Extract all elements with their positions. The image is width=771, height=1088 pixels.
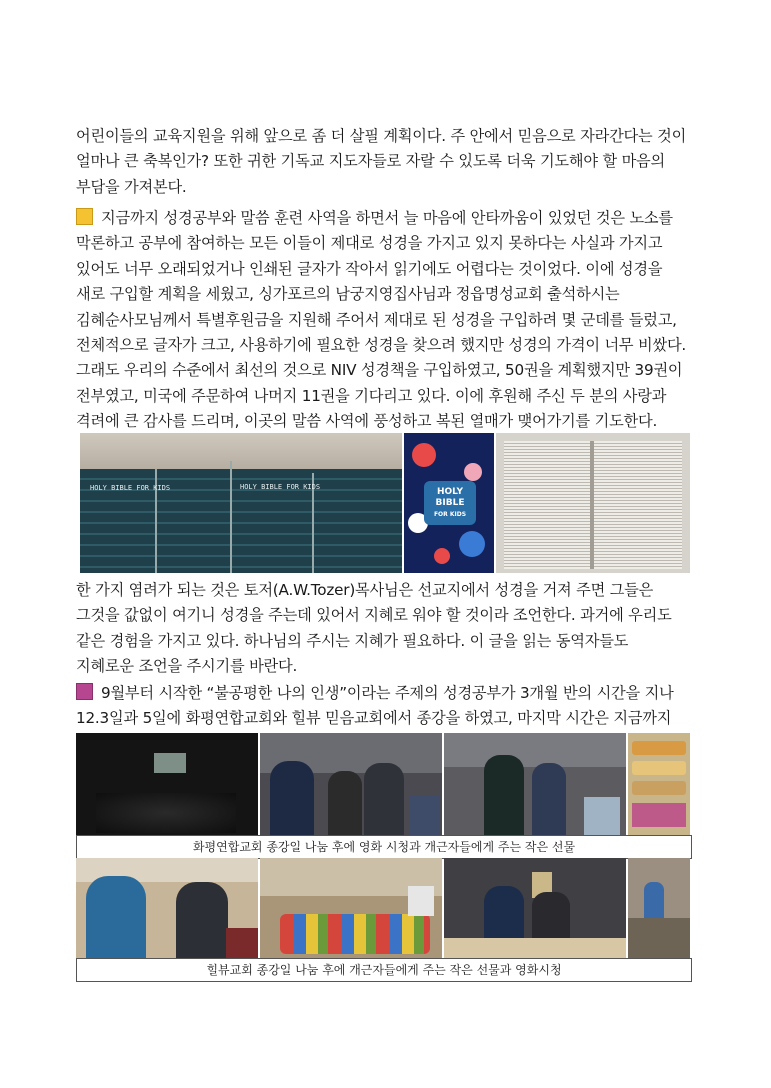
text-line: 전체적으로 글자가 크고, 사용하기에 필요한 성경을 찾으려 했지만 성경의 가격이 너무 비쌌다.: [76, 336, 687, 355]
cover-subtitle: FOR KIDS: [433, 511, 467, 518]
text-line: 전부였고, 미국에 주문하여 나머지 11권을 기다리고 있다. 이에 후원해 주신 두 분의 사랑과: [76, 386, 667, 405]
text-line: 어린이들의 교육지원을 위해 앞으로 좀 더 살필 계획이다. 주 안에서 믿음으로 자라간다는 것이: [76, 127, 687, 145]
photo-caption-row1: 화평연합교회 종강일 나눔 후에 영화 시청과 개근자들에게 주는 작은 선물: [76, 835, 692, 859]
photo-bible-open-page: [496, 433, 690, 573]
text-line: 막론하고 공부에 참여하는 모든 이들이 제대로 성경을 가지고 있지 못하다는 사실과 가지고: [76, 234, 663, 253]
photo-bible-cover: [404, 433, 494, 573]
text-line: 9월부터 시작한 “불공평한 나의 인생”이라는 주제의 성경공부가 3개월 반의 시간을 지나: [101, 684, 674, 702]
spine-label: HOLY BIBLE FOR KIDS: [240, 483, 321, 491]
paragraph-bible-purchase: [76, 206, 698, 435]
text-line: 김혜순사모님께서 특별후원금을 지원해 주어서 제대로 된 성경을 구입하려 몇 군데를 들렀고,: [76, 310, 677, 329]
yellow-square-bullet-icon: [76, 208, 93, 225]
text-line: 격려에 큰 감사를 드리며, 이곳의 말씀 사역에 풍성하고 복된 열매가 맺어가기를 기도한다.: [76, 412, 658, 431]
photo-hillview-movie: [628, 858, 690, 958]
photo-movie-screening: [76, 733, 258, 835]
text-line: 새로 구입할 계획을 세웠고, 싱가포르의 남궁지영집사님과 정읍명성교회 출석하시는: [76, 285, 620, 304]
bible-cover-title-block: [424, 481, 476, 525]
text-line: 같은 경험을 가지고 있다. 하나님의 주시는 지혜가 필요하다. 이 글을 읽는 동역자들도: [76, 631, 629, 650]
photo-hillview-snacks: [260, 858, 442, 958]
text-line: 있어도 너무 오래되었거나 인쇄된 글자가 작아서 읽기에도 어렵다는 것이었다. 이에 성경을: [76, 259, 663, 278]
paragraph-tozer-advice: [76, 578, 698, 680]
text-line: 얼마나 큰 축복인가? 또한 귀한 기독교 지도자들로 자랄 수 있도록 더욱 기도해야 할 마음의: [76, 152, 665, 171]
text-line: 그래도 우리의 수준에서 최선의 것으로 NIV 성경책을 구입하였고, 50권을 계획했지만 39권이: [76, 361, 683, 380]
paragraph-education: [76, 124, 698, 200]
photo-bible-stacks: [80, 433, 402, 573]
spine-labels: [90, 483, 170, 494]
text-line: 지혜로운 조언을 주시기를 바란다.: [76, 657, 298, 676]
text-line: 지금까지 성경공부와 말씀 훈련 사역을 하면서 늘 마음에 안타까움이 있었던 것은 노소를: [101, 209, 673, 227]
text-line: 한 가지 염려가 되는 것은 토저(A.W.Tozer)목사님은 선교지에서 성경을 거져 주면 그들은: [76, 581, 654, 599]
text-line: 12.3일과 5일에 화평연합교회와 힐뷰 믿음교회에서 종강을 하였고, 마지막 시간은 지금까지: [76, 709, 672, 728]
photo-gift-giving-2: [444, 733, 626, 835]
purple-square-bullet-icon: [76, 683, 93, 700]
photo-hillview-gift-2: [444, 858, 626, 958]
text-line: 그것을 값없이 여기니 성경을 주는데 있어서 지혜로 워야 할 것이라 조언한다. 과거에 우리도: [76, 606, 672, 625]
photo-caption-row2: 힐뷰교회 종강일 나눔 후에 개근자들에게 주는 작은 선물과 영화시청: [76, 958, 692, 982]
cover-title: HOLY BIBLE: [435, 487, 465, 508]
photo-gift-giving-1: [260, 733, 442, 835]
photo-snack-table: [628, 733, 690, 835]
text-line: 부담을 가져본다.: [76, 177, 187, 196]
photo-hillview-gift-1: [76, 858, 258, 958]
spine-label: HOLY BIBLE FOR KIDS: [90, 484, 171, 492]
paragraph-bible-study-closing: [76, 681, 698, 732]
